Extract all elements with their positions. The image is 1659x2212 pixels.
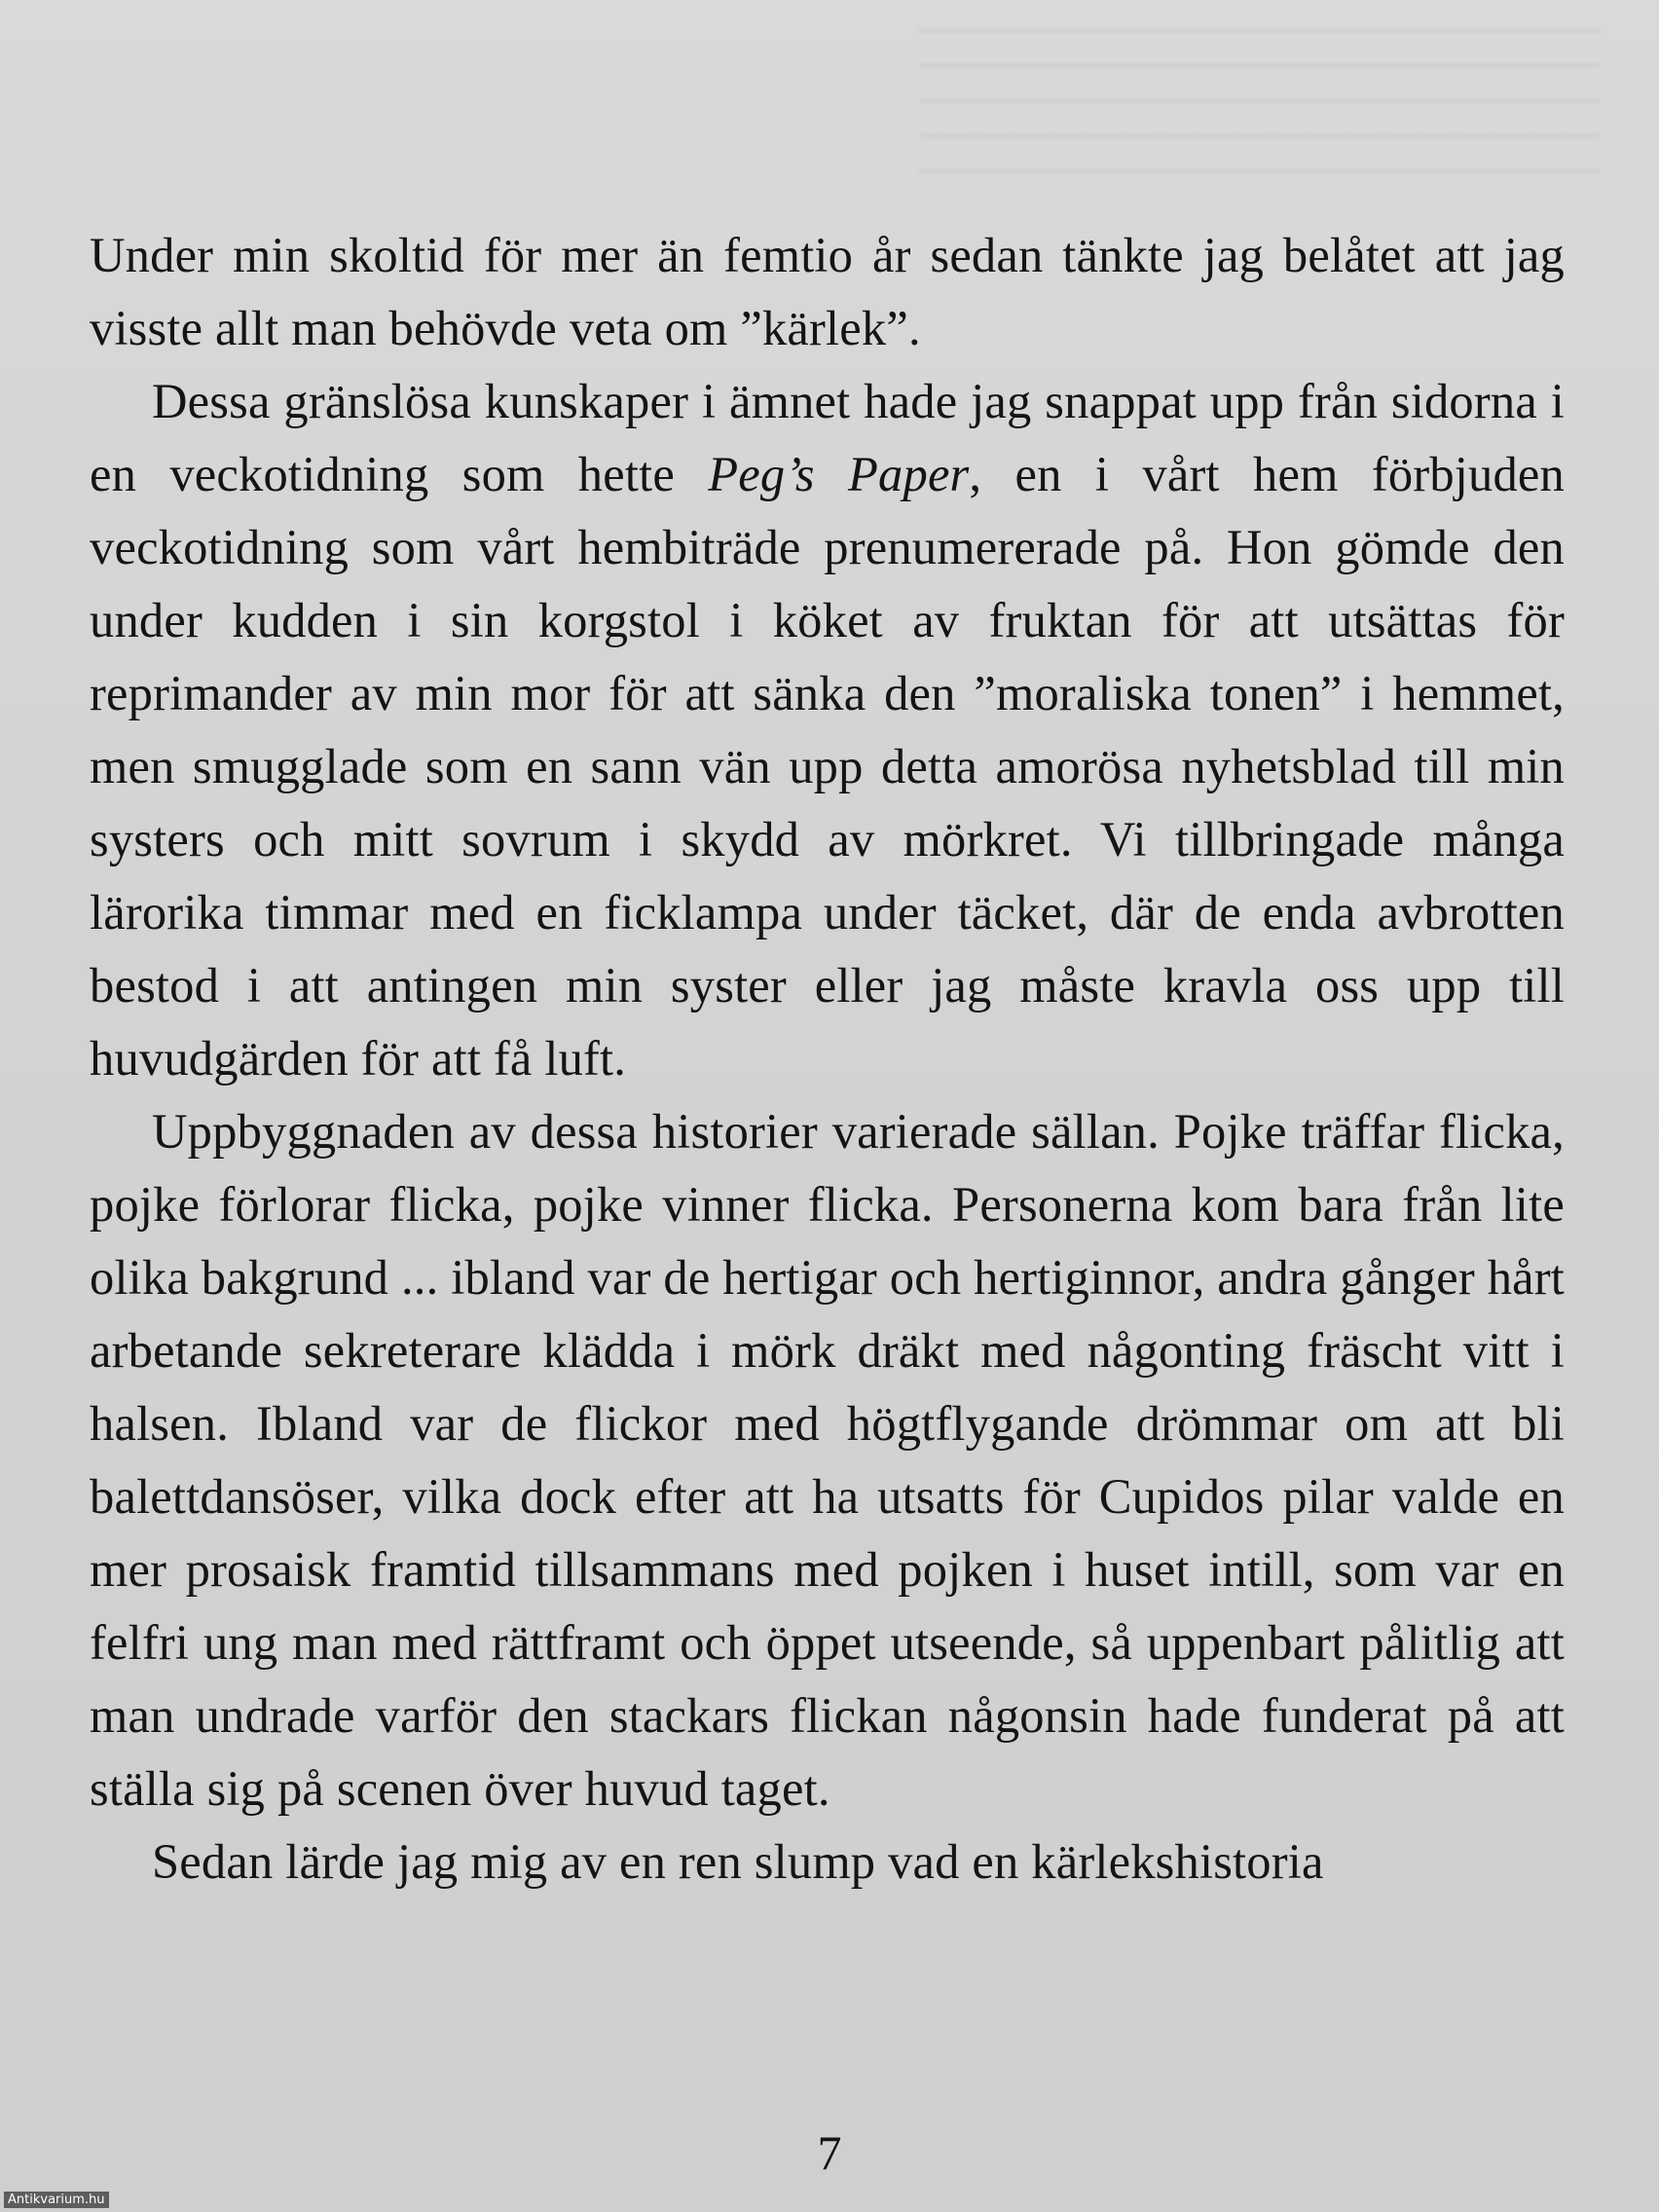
body-text [90,219,1565,1899]
paragraph-2-text-a: Dessa gränslösa kunskaper i ämnet hade jag snappat upp från sidorna i en veckotidning som hette [90,374,1565,501]
show-through-texture [919,29,1601,204]
paragraph-1 [90,219,1565,365]
paragraph-3-text: Uppbyggnaden av dessa historier varierade sällan. Pojke träffar flicka, pojke förlorar flicka, pojke vinner flicka. Personerna kom bara från lite olika bakgrund ... ibland var de hertigar och hertiginnor, andra gånger hårt arbetande sekreterare klädda i mörk dräkt med någonting fräscht vitt i halsen. Ibland var de flickor med högtflygande drömmar om att bli balettdansöser, vilka dock efter att ha utsatts för Cupidos pilar valde en mer prosaisk framtid tillsammans med pojken i huset intill, som var en felfri ung man med rättframt och öppet utseende, så uppenbart pålitlig att man undrade varför den stackars flickan någonsin hade funderat på att ställa sig på scenen över huvud taget. [90,1104,1566,1816]
paragraph-4 [90,1825,1565,1899]
paragraph-3 [90,1095,1565,1825]
paragraph-2 [90,365,1565,1095]
paragraph-4-text: Sedan lärde jag mig av en ren slump vad en kärlekshistoria [152,1834,1324,1889]
paragraph-2-text-b: , en i vårt hem förbjuden veckotidning som vårt hembiträde prenumererade på. Hon gömde den under kudden i sin korgstol i köket av fruktan för att utsättas för reprimander av min mor för att sänka den ”moraliska tonen” i hemmet, men smugglade som en sann vän upp detta amorösa nyhetsblad till min systers och mitt sovrum i skydd av mörkret. Vi tillbringade många lärorika timmar med en ficklampa under täcket, där de enda avbrotten bestod i att antingen min syster eller jag måste kravla oss upp till huvudgärden för att få luft. [90,447,1565,1086]
watermark: Antikvarium.hu [4,2192,109,2208]
magazine-title: Peg’s Paper [708,447,970,501]
paragraph-1-text: Under min skoltid för mer än femtio år sedan tänkte jag belåtet att jag visste allt man behövde veta om ”kärlek”. [90,228,1565,355]
page-number: 7 [817,2125,842,2180]
